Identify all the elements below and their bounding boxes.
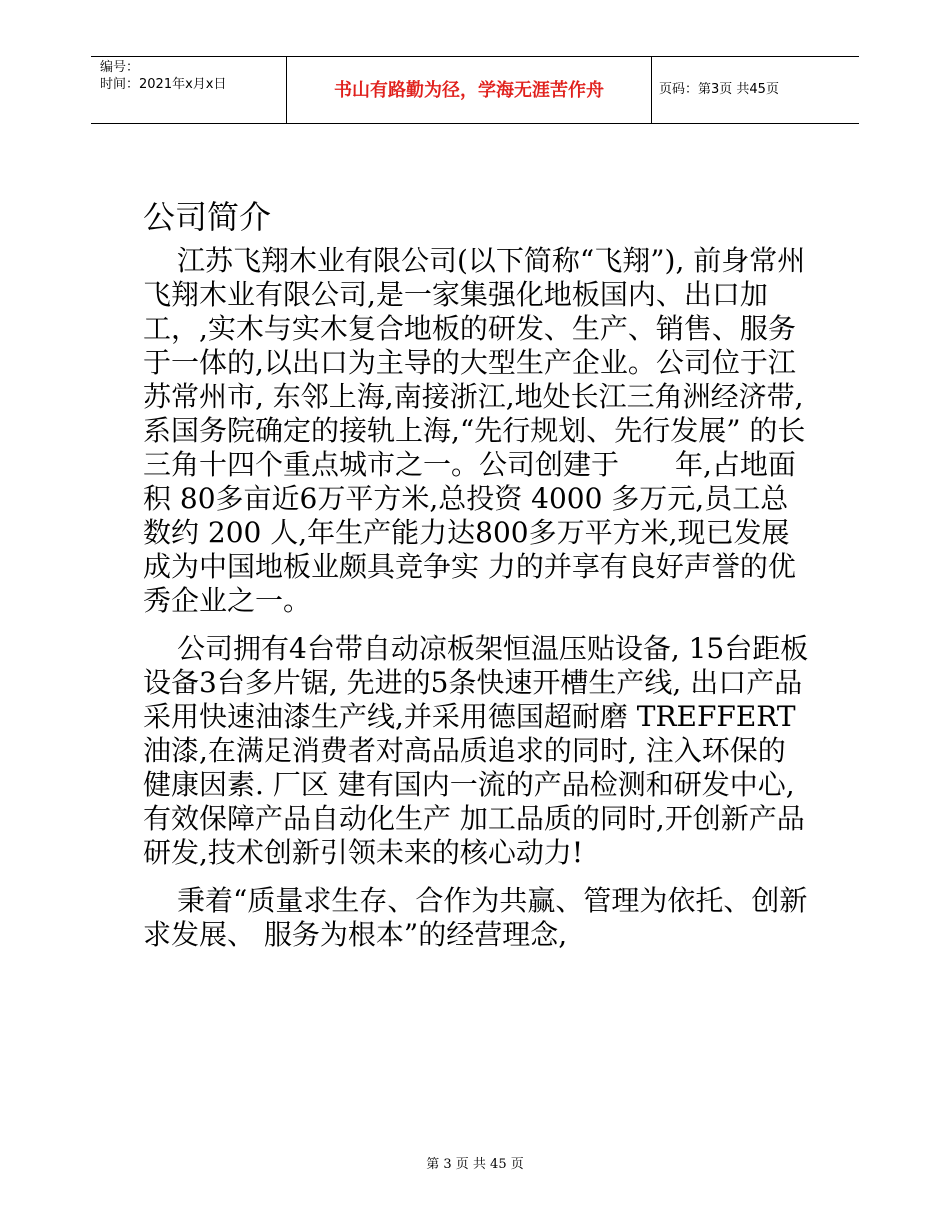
document-body (143, 197, 813, 966)
header-motto: 书山有路勤为径，学海无涯苦作舟 (334, 80, 604, 101)
page-title: 公司简介 (143, 198, 272, 236)
paragraph-equipment: 公司拥有4台带自动凉板架恒温压贴设备, 15台距板设备3台多片锯, 先进的5条快速开槽生产线, 出口产品采用快速油漆生产线,并采用德国超耐磨 TREFFERT 油漆,在满足消费者对高品质追求的同时, 注入环保的健康因素. 厂区 建有国内一流的产品检测和研发中心,有效保障产品自动化生产 加工品质的同时,开创新产品研发,技术创新引领未来的核心动力! (143, 632, 809, 869)
paragraph-philosophy: 秉着“质量求生存、合作为共赢、管理为依托、创新求发展、 服务为根本”的经营理念, (143, 884, 808, 951)
document-number-label: 编号： (100, 60, 140, 75)
document-time: 时间：2021年x月x日 (100, 77, 227, 92)
paragraph-company-intro: 江苏飞翔木业有限公司(以下简称“飞翔”), 前身常州飞翔木业有限公司,是一家集强化地板国内、出口加工，,实木与实木复合地板的研发、生产、销售、服务于一体的,以出口为主导的大型生产企业。公司位于江苏常州市, 东邻上海,南接浙江,地处长江三角洲经济带,系国务院确定的接轨上海,“先行规划、先行发展” 的长三角十四个重点城市之一。公司创建于 年,占地面积 80多亩近6万平方米,总投资 4000 多万元,员工总数约 200 人,年生产能力达800多万平方米,现已发展成为中国地板业颇具竞争实 力的并享有良好声誉的优秀企业之一。 (143, 244, 806, 617)
header-meta-cell (91, 57, 287, 123)
page-header (91, 56, 859, 124)
page-footer: 第 3 页 共 45 页 (426, 1157, 524, 1172)
header-motto-cell (287, 57, 652, 123)
header-page-info: 页码：第3页 共45页 (659, 82, 779, 97)
header-page-cell (652, 57, 859, 123)
